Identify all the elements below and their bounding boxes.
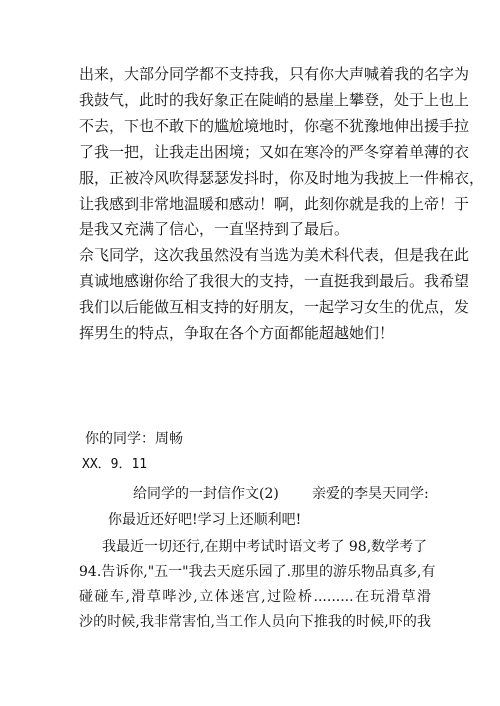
paragraph-1-line-3: 不去，下也不敢下的尴尬境地时，你毫不犹豫地伸出援手拉 [79, 117, 470, 135]
paragraph-2-line-1: 佘飞同学，这次我虽然没有当选为美术科代表，但是我在此 [79, 246, 470, 264]
signature: 你的同学：周畅 [85, 431, 183, 447]
paragraph-1-line-5: 服，正被冷风吹得瑟瑟发抖时，你及时地为我披上一件棉衣， [79, 169, 485, 187]
paragraph-2-line-3: 我们以后能做互相支持的好朋友，一起学习女生的优点，发 [79, 298, 470, 316]
paragraph-1-line-6: 让我感到非常地温暖和感动！啊，此刻你就是我的上帝！于 [79, 195, 470, 213]
second-letter-body-line-3: 碰碰车,滑草哔沙,立体迷宫,过险桥.........在玩滑草滑 [79, 589, 431, 605]
second-letter-greeting: 你最近还好吧!学习上还顺利吧! [108, 512, 302, 528]
second-letter-body-line-2: 94.告诉你,"五一"我去天庭乐园了.那里的游乐物品真多,有 [79, 564, 436, 580]
second-letter-body-line-4: 沙的时候,我非常害怕,当工作人员向下推我的时候,吓的我 [79, 614, 431, 630]
second-letter-salutation: 亲爱的李昊天同学: [312, 486, 429, 502]
second-letter-body-line-1: 我最近一切还行,在期中考试时语文考了 98,数学考了 [102, 539, 428, 555]
paragraph-1-line-4: 了我一把，让我走出困境；又如在寒冷的严冬穿着单薄的衣 [79, 143, 470, 161]
paragraph-1-line-7: 是我又充满了信心，一直坚持到了最后。 [79, 220, 350, 238]
second-letter-title: 给同学的一封信作文(2) [133, 486, 279, 502]
date: XX．9．11 [82, 457, 148, 472]
paragraph-2-line-4: 挥男生的特点，争取在各个方面都能超越她们！ [79, 324, 395, 342]
paragraph-2-line-2: 真诚地感谢你给了我很大的支持，一直挺我到最后。我希望 [79, 272, 470, 290]
paragraph-1-line-1: 出来，大部分同学都不支持我，只有你大声喊着我的名字为 [79, 65, 470, 83]
paragraph-1-line-2: 我鼓气，此时的我好象正在陡峭的悬崖上攀登，处于上也上 [79, 91, 470, 109]
